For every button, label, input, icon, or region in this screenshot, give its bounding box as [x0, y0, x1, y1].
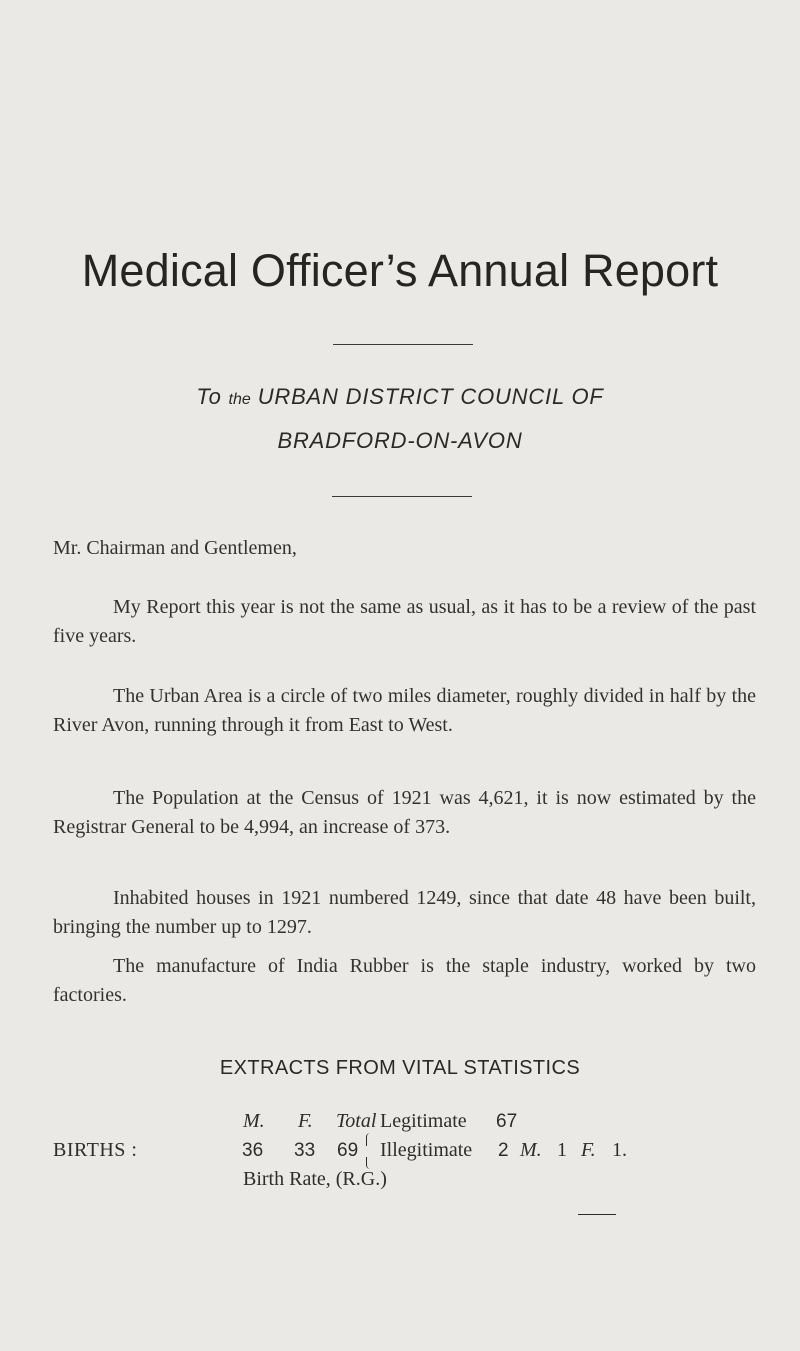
header-total: Total [336, 1110, 377, 1132]
illegitimate-label: Illegitimate [380, 1139, 473, 1161]
header-m: M. [243, 1110, 265, 1132]
title-divider [333, 344, 473, 345]
illegitimate-f-label: F. [581, 1139, 596, 1161]
dedication-to: To [196, 384, 222, 409]
births-total: 69 [337, 1140, 359, 1161]
illegitimate-count: 2 [498, 1140, 509, 1161]
illegitimate-m-label: M. [520, 1139, 542, 1161]
brace-top [366, 1133, 371, 1146]
paragraph-population: The Population at the Census of 1921 was 4,621, it is now estimated by the Registrar General to be 4,994, an increase of 373. [53, 787, 756, 838]
dedication-line-1 [0, 384, 800, 410]
legitimate-label: Legitimate [380, 1110, 467, 1132]
salutation: Mr. Chairman and Gentlemen, [53, 537, 297, 559]
birth-rate-label: Birth Rate, (R.G.) [243, 1168, 387, 1190]
vital-statistics-heading: EXTRACTS FROM VITAL STATISTICS [219, 1057, 581, 1079]
dedication-divider [332, 496, 472, 497]
illegitimate-f-count: 1. [612, 1139, 627, 1161]
birth-rate-dash [578, 1214, 616, 1215]
paragraph-review: My Report this year is not the same as usual, as it has to be a review of the past five years. [53, 596, 756, 647]
dedication-council: URBAN DISTRICT COUNCIL OF [257, 384, 604, 409]
dedication-town: BRADFORD-ON-AVON [277, 428, 523, 453]
births-m: 36 [242, 1140, 264, 1161]
legitimate-count: 67 [496, 1111, 518, 1132]
paragraph-industry: The manufacture of India Rubber is the staple industry, worked by two factories. [53, 955, 756, 1006]
illegitimate-m-count: 1 [557, 1139, 567, 1161]
report-title: Medical Officer’s Annual Report [81, 245, 719, 296]
dedication-the: the [228, 391, 251, 408]
paragraph-urban-area: The Urban Area is a circle of two miles diameter, roughly divided in half by the River Avon, running through it from East to West. [53, 685, 756, 736]
paragraph-houses: Inhabited houses in 1921 numbered 1249, since that date 48 have been built, bringing the number up to 1297. [53, 887, 756, 938]
births-f: 33 [294, 1140, 316, 1161]
header-f: F. [298, 1110, 313, 1132]
births-label: BIRTHS : [53, 1139, 138, 1161]
